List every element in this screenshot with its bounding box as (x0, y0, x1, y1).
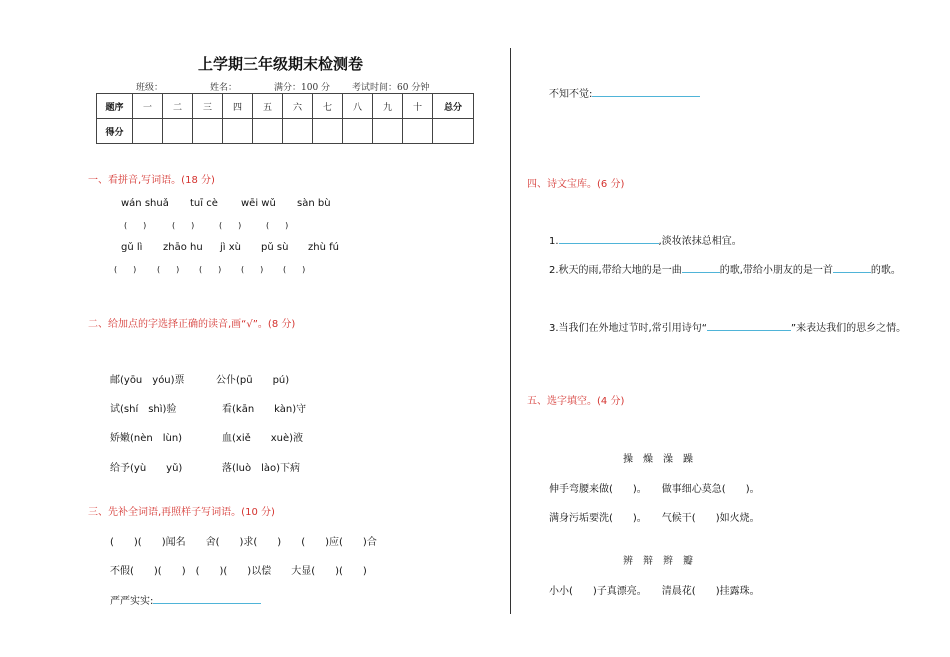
reading-choice[interactable]: 娇嫩(nèn lùn) (110, 433, 183, 444)
answer-paren[interactable]: ( ) (266, 221, 289, 230)
reading-choice[interactable]: 试(shí shì)验 (110, 404, 177, 415)
q1-number: 1. (549, 236, 559, 247)
char-options: 操 燥 澡 躁 (623, 454, 693, 465)
reading-choice[interactable]: 血(xiě xuè)液 (222, 433, 304, 444)
q3-text-b: ”来表达我们的思乡之情。 (790, 323, 907, 334)
q2-text-a: 2.秋天的雨,带给大地的是一曲 (549, 265, 682, 276)
score-cell[interactable] (373, 119, 403, 144)
class-label: 班级： (136, 83, 164, 93)
q2-text-c: 的歌。 (870, 265, 901, 276)
col-3: 三 (193, 94, 223, 119)
name-label: 姓名： (210, 83, 238, 93)
pinyin: wán shuǎ (121, 198, 169, 209)
row-head-score: 得分 (97, 119, 133, 144)
fill-line[interactable]: 不假( )( ) ( )( )以偿 大显( )( ) (110, 566, 367, 577)
score-cell[interactable] (313, 119, 343, 144)
pinyin: zhāo hu (163, 242, 203, 253)
section1-title: 一、看拼音,写词语。(18 分) (88, 175, 215, 186)
col-9: 九 (373, 94, 403, 119)
poem-q1 (549, 232, 742, 247)
label-text: 严严实实: (110, 596, 154, 607)
col-1: 一 (133, 94, 163, 119)
score-cell[interactable] (403, 119, 433, 144)
exam-time: 考试时间：60 分钟 (352, 83, 430, 93)
q3-text-a: 3.当我们在外地过节时,常引用诗句“ (549, 323, 707, 334)
score-cell[interactable] (193, 119, 223, 144)
answer-blank[interactable] (153, 603, 261, 604)
poem-q3 (549, 319, 906, 334)
answer-blank[interactable] (559, 243, 659, 244)
page-title: 上学期三年级期末检测卷 (198, 55, 364, 73)
pinyin: jì xù (220, 242, 241, 253)
label-text: 不知不觉: (549, 89, 593, 100)
column-divider (510, 48, 511, 614)
fill-line[interactable]: 满身污垢要洗( )。 气候干( )如火烧。 (549, 513, 760, 524)
pinyin: zhù fú (308, 242, 339, 253)
example-word-label (110, 592, 261, 607)
col-5: 五 (253, 94, 283, 119)
answer-paren[interactable]: ( ) (157, 265, 180, 274)
poem-q2 (549, 261, 901, 276)
pinyin: sàn bù (297, 198, 331, 209)
answer-paren[interactable]: ( ) (241, 265, 264, 274)
answer-paren[interactable]: ( ) (124, 221, 147, 230)
pinyin: gǔ lì (121, 242, 143, 253)
col-6: 六 (283, 94, 313, 119)
score-cell[interactable] (253, 119, 283, 144)
answer-paren[interactable]: ( ) (114, 265, 137, 274)
table-row (97, 119, 474, 144)
example-word-label (549, 85, 700, 100)
fill-line[interactable]: 伸手弯腰来做( )。 做事细心莫急( )。 (549, 484, 760, 495)
col-2: 二 (163, 94, 193, 119)
answer-paren[interactable]: ( ) (219, 221, 242, 230)
q2-text-b: 的歌,带给小朋友的是一首 (719, 265, 833, 276)
section5-title: 五、选字填空。(4 分) (527, 396, 625, 407)
answer-paren[interactable]: ( ) (283, 265, 306, 274)
answer-paren[interactable]: ( ) (172, 221, 195, 230)
section2-title: 二、给加点的字选择正确的读音,画“√”。(8 分) (88, 319, 296, 330)
reading-choice[interactable]: 落(luò lào)下病 (222, 463, 301, 474)
answer-blank[interactable] (707, 330, 791, 331)
score-cell[interactable] (133, 119, 163, 144)
score-cell[interactable] (343, 119, 373, 144)
answer-blank[interactable] (833, 272, 871, 273)
pinyin: tuī cè (190, 198, 218, 209)
col-10: 十 (403, 94, 433, 119)
reading-choice[interactable]: 邮(yōu yóu)票 (110, 375, 185, 386)
fill-line[interactable]: ( )( )闻名 舍( )求( ) ( )应( )合 (110, 537, 377, 548)
full-score: 满分：100 分 (274, 83, 331, 93)
answer-blank[interactable] (592, 96, 700, 97)
answer-paren[interactable]: ( ) (199, 265, 222, 274)
answer-blank[interactable] (682, 272, 720, 273)
section4-title: 四、诗文宝库。(6 分) (527, 179, 625, 190)
pinyin: pǔ sù (261, 242, 289, 253)
score-cell[interactable] (163, 119, 193, 144)
table-row (97, 94, 474, 119)
reading-choice[interactable]: 看(kān kàn)守 (222, 404, 307, 415)
score-table (96, 93, 474, 144)
col-4: 四 (223, 94, 253, 119)
col-7: 七 (313, 94, 343, 119)
char-options: 辨 辩 辫 瓣 (623, 556, 693, 567)
reading-choice[interactable]: 公仆(pū pú) (216, 375, 290, 386)
score-cell[interactable] (433, 119, 474, 144)
reading-choice[interactable]: 给予(yù yǔ) (110, 463, 183, 474)
row-head-order: 题序 (97, 94, 133, 119)
q1-text: ,淡妆浓抹总相宜。 (658, 236, 742, 247)
section3-title: 三、先补全词语,再照样子写词语。(10 分) (88, 507, 275, 518)
fill-line[interactable]: 小小( )子真漂亮。 清晨花( )挂露珠。 (549, 586, 760, 597)
col-8: 八 (343, 94, 373, 119)
pinyin: wēi wǔ (241, 198, 276, 209)
score-cell[interactable] (223, 119, 253, 144)
col-total: 总分 (433, 94, 474, 119)
score-cell[interactable] (283, 119, 313, 144)
